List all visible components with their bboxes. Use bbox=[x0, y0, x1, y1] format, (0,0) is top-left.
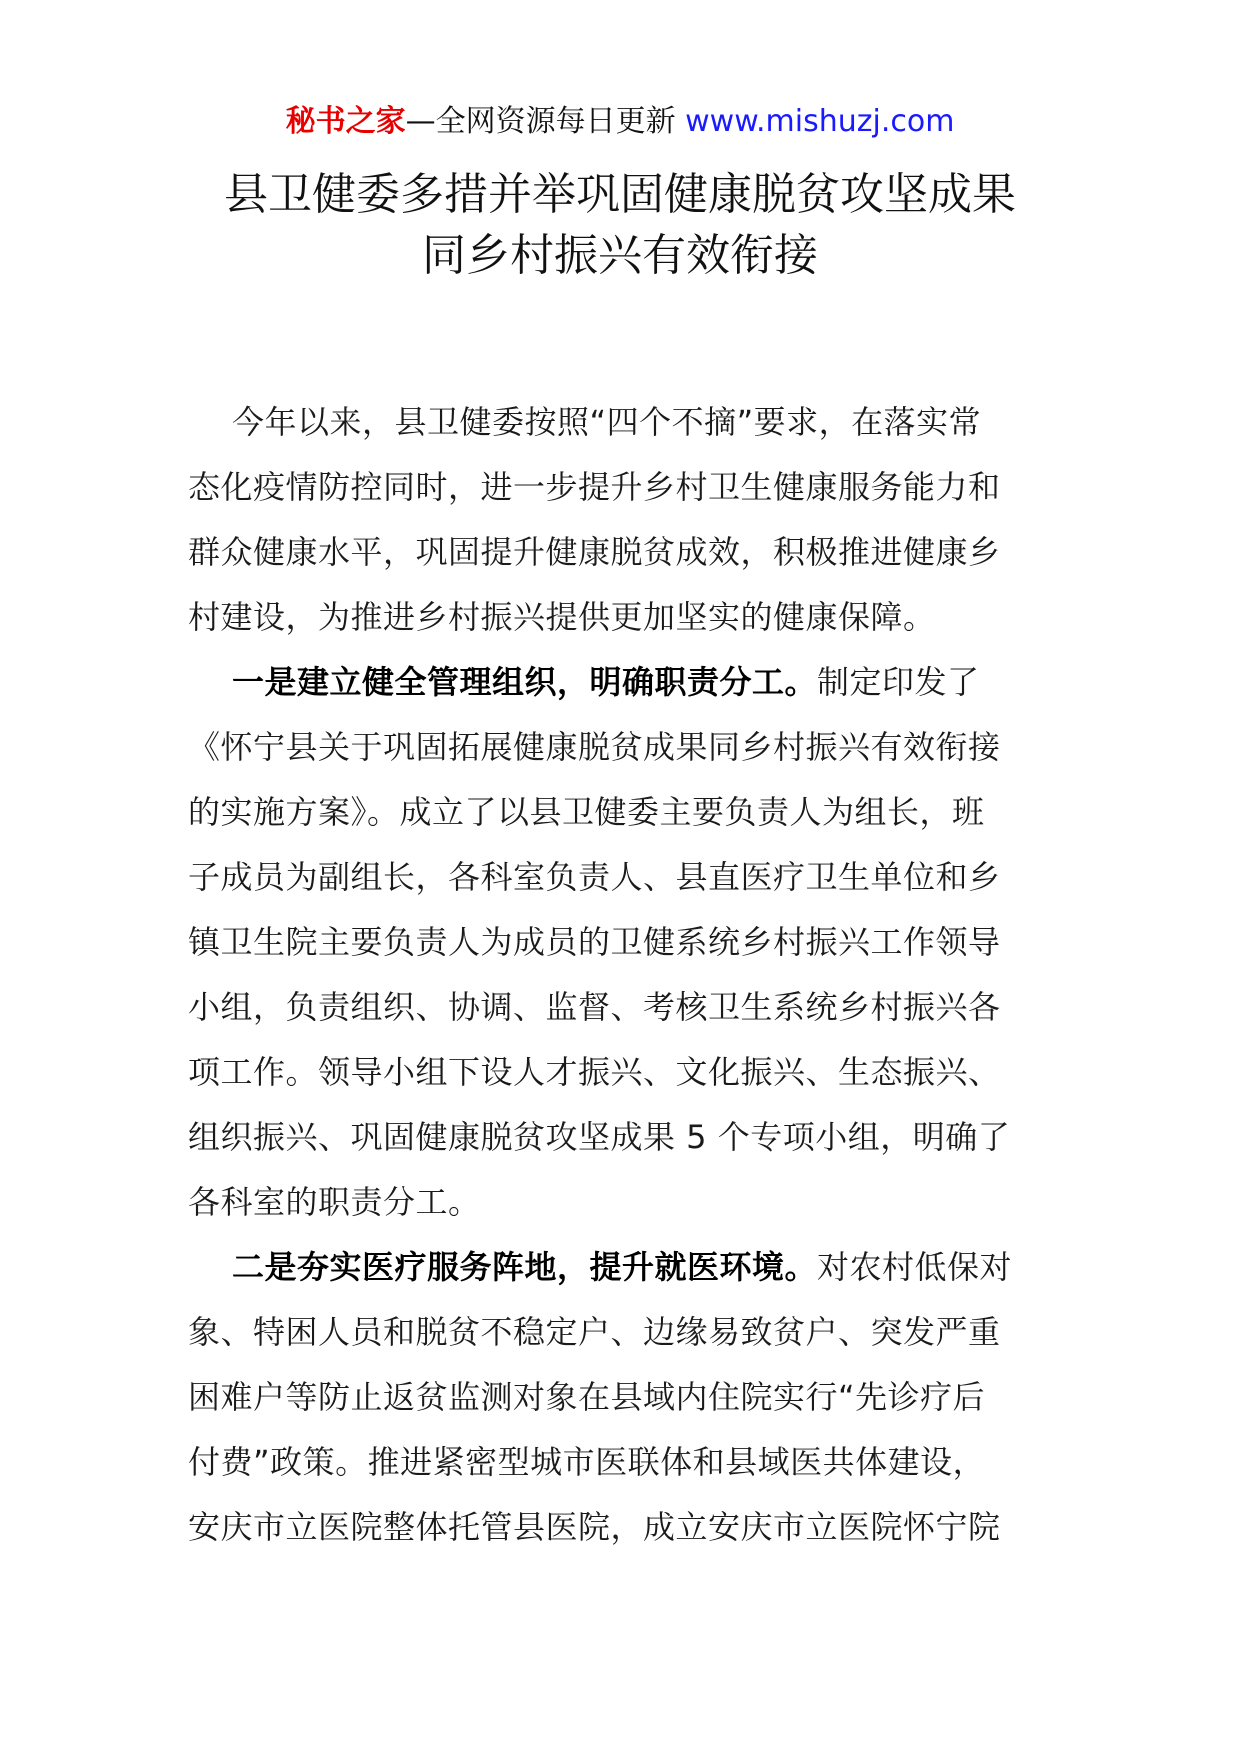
paragraph-heading: 二是夯实医疗服务阵地，提升就医环境。 bbox=[232, 1248, 818, 1286]
paragraph-heading: 一是建立健全管理组织，明确职责分工。 bbox=[232, 663, 818, 701]
brand-name: 秘书之家 bbox=[285, 104, 406, 139]
paragraph-line: 《怀宁县关于巩固拓展健康脱贫成果同乡村振兴有效衔接 bbox=[188, 728, 1001, 766]
paragraph-line: 安庆市立医院整体托管县医院，成立安庆市立医院怀宁院 bbox=[188, 1508, 1001, 1546]
paragraph-line: 象、特困人员和脱贫不稳定户、边缘易致贫户、突发严重 bbox=[188, 1313, 1001, 1351]
watermark-header bbox=[0, 100, 1240, 144]
paragraph-line: 态化疫情防控同时，进一步提升乡村卫生健康服务能力和 bbox=[188, 468, 1001, 506]
paragraph-line: 组织振兴、巩固健康脱贫攻坚成果 5 个专项小组，明确了 bbox=[188, 1118, 1011, 1156]
paragraph-medical-service bbox=[188, 1235, 1054, 1560]
paragraph-line: 村建设，为推进乡村振兴提供更加坚实的健康保障。 bbox=[188, 598, 936, 636]
paragraph-first-line bbox=[188, 650, 1054, 715]
header-tagline: —全网资源每日更新 bbox=[405, 104, 686, 139]
paragraph-line: 的实施方案》。成立了以县卫健委主要负责人为组长，班 bbox=[188, 793, 985, 831]
paragraph-line: 项工作。领导小组下设人才振兴、文化振兴、生态振兴、 bbox=[188, 1053, 1001, 1091]
paragraph-line: 子成员为副组长，各科室负责人、县直医疗卫生单位和乡 bbox=[188, 858, 1001, 896]
paragraph-text: 对农村低保对 bbox=[817, 1248, 1013, 1286]
document-body bbox=[188, 390, 1054, 1560]
paragraph-first-line bbox=[188, 1235, 1054, 1300]
paragraph-intro bbox=[188, 390, 1054, 650]
paragraph-line: 小组，负责组织、协调、监督、考核卫生系统乡村振兴各 bbox=[188, 988, 1001, 1026]
paragraph-line: 今年以来，县卫健委按照“四个不摘”要求，在落实常 bbox=[232, 403, 982, 441]
paragraph-line: 各科室的职责分工。 bbox=[188, 1183, 481, 1221]
document-title-line-2: 同乡村振兴有效衔接 bbox=[422, 230, 818, 281]
paragraph-line: 镇卫生院主要负责人为成员的卫健系统乡村振兴工作领导 bbox=[188, 923, 1001, 961]
paragraph-line: 群众健康水平，巩固提升健康脱贫成效，积极推进健康乡 bbox=[188, 533, 1001, 571]
paragraph-organization bbox=[188, 650, 1054, 1235]
site-link[interactable]: www.mishuzj.com bbox=[685, 104, 955, 139]
paragraph-text: 制定印发了 bbox=[817, 663, 980, 701]
document-title-line-1: 县卫健委多措并举巩固健康脱贫攻坚成果 bbox=[224, 169, 1016, 220]
paragraph-line: 付费”政策。推进紧密型城市医联体和县域医共体建设， bbox=[188, 1443, 986, 1481]
paragraph-line: 困难户等防止返贫监测对象在县域内住院实行“先诊疗后 bbox=[188, 1378, 986, 1416]
